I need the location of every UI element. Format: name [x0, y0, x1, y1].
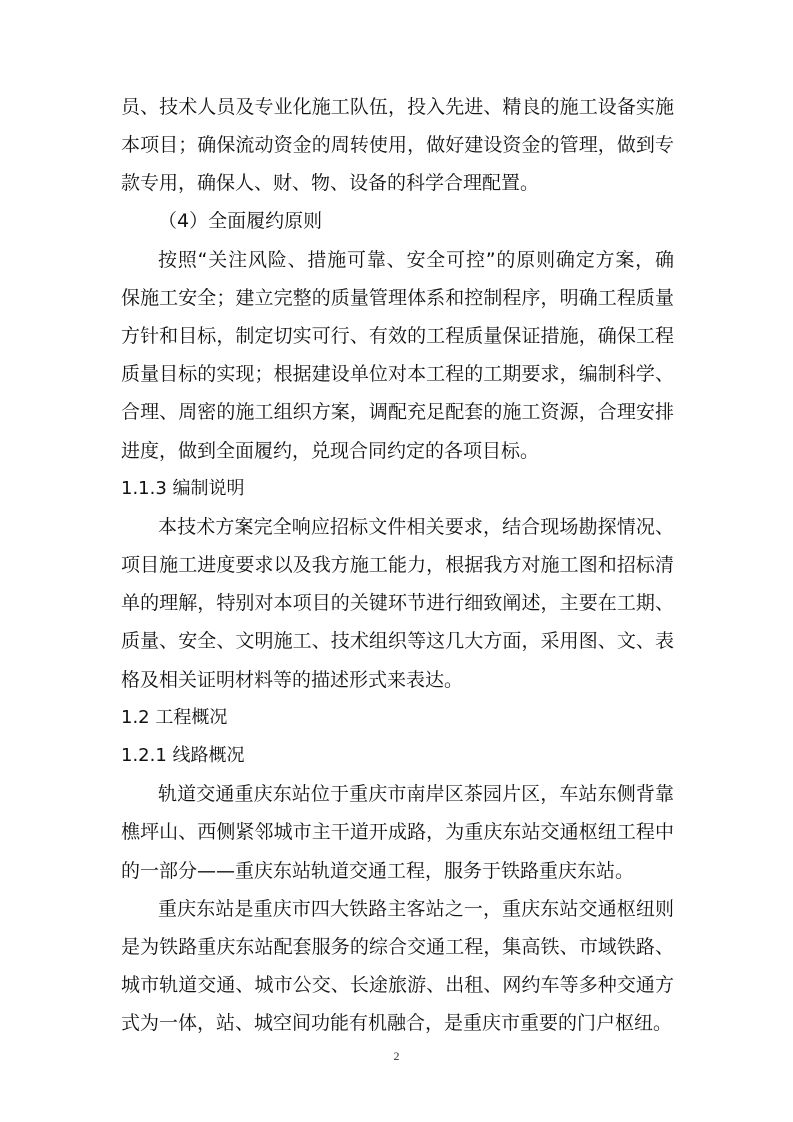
paragraph-line: 城市轨道交通、城市公交、长途旅游、出租、网约车等多种交通方 [121, 974, 675, 996]
paragraph-line: 式为一体，站、城空间功能有机融合，是重庆市重要的门户枢纽。 [121, 1012, 673, 1034]
section-heading: 1.1.3 编制说明 [121, 478, 245, 499]
paragraph-line: 单的理解，特别对本项目的关键环节进行细致阐述，主要在工期、 [121, 592, 675, 614]
section-heading: 1.2.1 线路概况 [121, 745, 245, 766]
paragraph-line: 的一部分——重庆东站轨道交通工程，服务于铁路重庆东站。 [121, 860, 635, 882]
paragraph-line: 樵坪山、西侧紧邻城市主干道开成路，为重庆东站交通枢纽工程中 [121, 821, 675, 843]
paragraph-line: 轨道交通重庆东站位于重庆市南岸区茶园片区，车站东侧背靠 [158, 783, 675, 805]
paragraph-line: 项目施工进度要求以及我方施工能力，根据我方对施工图和招标清 [121, 554, 675, 576]
paragraph-line: 合理、周密的施工组织方案，调配充足配套的施工资源，合理安排 [121, 401, 675, 423]
paragraph-line: 重庆东站是重庆市四大铁路主客站之一，重庆东站交通枢纽则 [158, 898, 675, 920]
paragraph-line: 是为铁路重庆东站配套服务的综合交通工程，集高铁、市域铁路、 [121, 936, 675, 958]
paragraph-line: 员、技术人员及专业化施工队伍，投入先进、精良的施工设备实施 [121, 96, 675, 118]
paragraph-line: 格及相关证明材料等的描述形式来表达。 [121, 669, 464, 691]
page-number: 2 [393, 1049, 400, 1063]
section-heading: 1.2 工程概况 [121, 707, 228, 728]
paragraph-line: 按照“关注风险、措施可靠、安全可控”的原则确定方案，确 [158, 249, 675, 271]
paragraph-line: 进度，做到全面履约，兑现合同约定的各项目标。 [121, 440, 540, 462]
paragraph-line: 本技术方案完全响应招标文件相关要求，结合现场勘探情况、 [158, 516, 675, 538]
paragraph-line: 质量、安全、文明施工、技术组织等这几大方面，采用图、文、表 [121, 630, 675, 652]
paragraph-line: 方针和目标，制定切实可行、有效的工程质量保证措施，确保工程 [121, 325, 675, 347]
paragraph-line: 质量目标的实现；根据建设单位对本工程的工期要求，编制科学、 [121, 363, 675, 385]
subheading: （4）全面履约原则 [158, 210, 323, 232]
paragraph-line: 本项目；确保流动资金的周转使用，做好建设资金的管理，做到专 [121, 134, 675, 156]
paragraph-line: 保施工安全；建立完整的质量管理体系和控制程序，明确工程质量 [121, 287, 675, 309]
paragraph-line: 款专用，确保人、财、物、设备的科学合理配置。 [121, 172, 540, 194]
